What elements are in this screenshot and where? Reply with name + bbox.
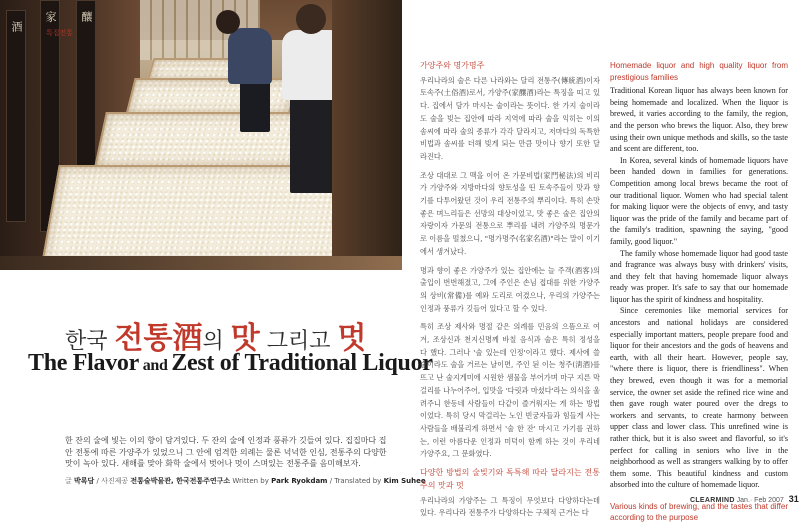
english-title [28,350,433,377]
byline-author: 박록담 [74,477,95,485]
title-red-word: 멋 [337,321,367,356]
byline [65,476,426,486]
english-subhead: Various kinds of brewing, and the tastes that differ according to the purpose [610,501,788,522]
title-word: 한국 [65,329,108,354]
korean-paragraph: 우리나라의 술은 다른 나라와는 달리 전통주(傳統酒)이자 토속주(土俗酒)로서, 가양주(家釀酒)라는 특징을 띠고 있다. 집에서 담가 마시는 술이라는 뜻이다. 한 가지 술이라도 술을 빚는 집안에 따라 지역에 따라 술을 익히는 이의 솜씨에 따라 술의 종류가 각각 달라지고, 저마다의 독특한 비법과 솜씨를 더해 빚게 되는 만큼 맛이나 향기 또한 달라진다. [420,75,600,161]
rice-tray [125,78,298,116]
page-number: 31 [788,494,799,504]
intro-text: 한 잔의 술에 빛는 이의 향이 담겨있다. 두 잔의 술에 인정과 풍류가 깃들여 있다. 집집마다 집안 전통에 따른 가양주가 있었으니 그 안에 엄격한 의례는 물론 넉넉한 인심, 전통주의 다양한 맛이 녹아 있다. 새해를 맞아 화학 술에서 벗어나 멋이 스며있는 전통주를 음미해보자. [65,436,387,468]
person-legs [290,98,336,193]
photo-banner: 釀 [76,0,96,182]
title-red-word: 전통酒 [114,321,203,356]
english-paragraph: Traditional Korean liquor has always been known for being homemade and localized. When the liquor is brewed, it varies according to the family, the region, and the person who brews the liquor. Also, they brew using their own unique methods and skills, so the taste and scent are different, too. [610,86,788,154]
byline-author-en: Park Ryokdam [271,477,328,485]
title-and: and [142,357,168,374]
person-legs [240,82,270,132]
english-column [610,60,788,523]
title-word: 의 [202,329,224,354]
byline-label: Written by [232,477,269,485]
page-footer [690,494,799,504]
issue-date: Jan.· Feb 2007 [736,497,784,504]
photo-bottom-edge [0,256,402,270]
title-part: The Flavor [28,350,139,376]
korean-subhead: 가양주와 명가명주 [420,61,485,70]
person-head [296,4,326,34]
english-subhead: Homemade liquor and high quality liquor from prestigious families [610,61,788,82]
brewing-photo [0,0,402,270]
english-paragraph: Since ceremonies like memorial services for ancestors and national holidays are considered especially important matters, people prepare food and liquor for their ancestors and the gods of heavens and earth, with all their heart. However, people say, "where there is liquor, there is friendliness". When they brewed, even though it was for a memorial service, the owner set aside the refined rice wine and then gave rough water poured over the dregs to workers and servants, to create harmony between upper class and lower class. This unrefined wine is rather thick, but it is also sweet and flavorful, so it's perfect for calling in seniors who live in the neighborhood as well as strangers walking by to offer them some. This beautiful kindness and custom absorbed into the culture of homemade liquor. [610,306,788,490]
korean-paragraph: 명과 향이 좋은 가양주가 있는 집안에는 늘 주객(酒客)의 출입이 번번해졌고, 그에 주인은 손님 접대를 위한 가양주의 상비(常備)를 예와 도리로 여겼으나, 우리의 가양주는 인정과 풍류가 깃들어 있다고 할 수 있다. [420,265,600,313]
english-paragraph: In Korea, several kinds of homemade liquors have been handed down in families for generations. Competition among local brews became the root of our traditional liquor. Women who had special talent for making liquor were the objects of envy, and tasty liquor was the pride of the family and became part of the family's tradition, spawning the saying, "good family, good liquor." [610,155,788,246]
photo-banner: 酒 [6,10,26,222]
magazine-name: CLEARMIND [690,497,735,504]
photo-side-shadow [332,0,402,270]
english-paragraph: The family whose homemade liquor had good taste and fragrance was always busy with drinkers' visits, and they felt that having homemade liquor always ready was proper. It's safe to say that our homemade liquor has the spirit of kindness and hospitality. [610,248,788,304]
korean-paragraph: 조상 대대로 그 맥을 이어 온 가문비법(家門秘法)의 비리가 가양주와 지방마다의 향토성을 띤 토속주들이 맛과 향기를 다투어왔던 것이 우리 전통주의 뿌리이다. 특히 손맛 좋은 며느리들은 선망의 대상이었고, 맛 좋은 술은 집안의 자랑이자 가문의 전통으로 뿌리를 내려 가양주의 명문가로 이름을 떨쳤으니, "명가명주(名家名酒)"라는 말이 이기에서 생겨났다. [420,170,600,256]
byline-translator: Kim Suhee [383,477,426,485]
byline-photo: 전통술박물관, 한국전통주연구소 [130,477,231,485]
korean-column [420,60,600,526]
korean-paragraph: 우리나라의 가양주는 그 특징이 무엇보다 다양하다는데 있다. 우리나라 전통주가 다양하다는 구체적 근거는 다 [420,495,600,518]
title-word: 그리고 [266,329,331,354]
korean-paragraph: 특히 조상 제사와 명절 같은 의례를 민음의 으뜸으로 여겨, 조상신과 천지신명께 바칠 음식과 술은 특히 정성을 다 했다. 그러나 '술 있는데 인정'이라고 했다. 제사에 쓸 술이라도 술을 거르는 날이면, 주인 된 이는 청주(淸酒)를 뜨고 난 술지게미에 시원한 샘물을 부어가며 마구 지른 막걸리를 나누어주어, 입맛을 '다릿과 마셨다'라는 의식을 울려주니 한동네 사람들이 다같이 즐거워지는 게 하는 방법이었다. 특히 당시 막걸리는 노인 빈궁자들과 힘들게 사는 사람들을 배불리게 하면서 '술 한 잔' 마시고 가기를 권하는, 이런 아름다운 인정과 미덕이 함께 하는 것이 우리네 가양주요, 그 문화였다. [420,322,600,459]
byline-label: / Translated by [329,477,382,485]
person-body [228,28,272,84]
person-head [216,10,240,34]
korean-subhead: 다양한 방법의 술빚기와 독특해 따라 달라지는 전통주의 맛과 멋 [420,468,600,490]
photo-banner: 家 [40,0,60,232]
byline-label: / 사진제공 [96,477,129,485]
byline-label: 글 [65,477,72,485]
title-red-word: 맛 [230,321,260,356]
title-part: Zest of Traditional Liquor [171,350,433,376]
section-label: 특집전통 [46,29,74,37]
